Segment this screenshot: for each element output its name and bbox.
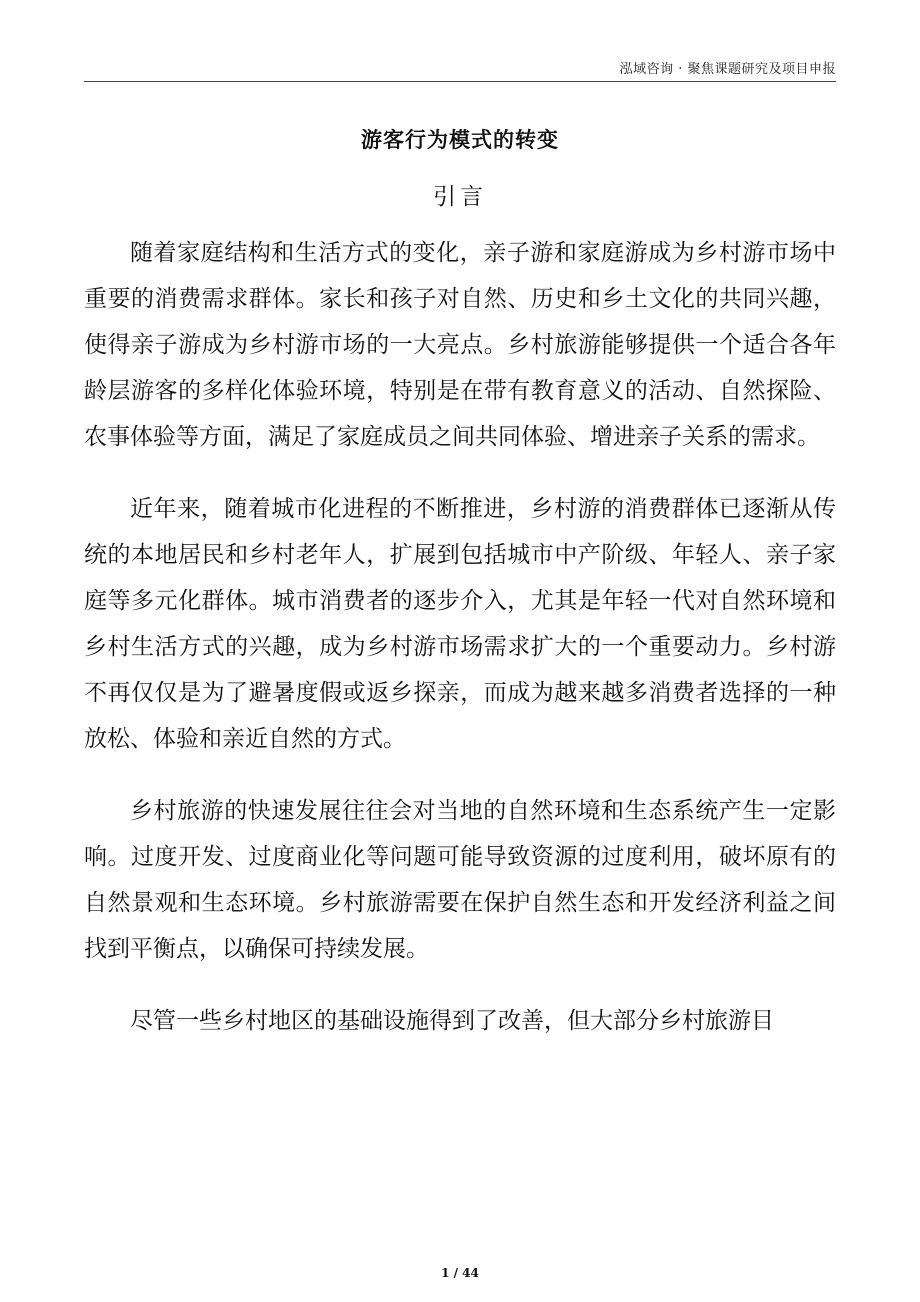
paragraph-4: 尽管一些乡村地区的基础设施得到了改善，但大部分乡村旅游目 [130,1008,774,1034]
header-divider [84,81,836,82]
document-body [84,230,836,1070]
document-title: 游客行为模式的转变 [361,128,559,152]
page-number: 1 / 44 [441,1266,479,1280]
paragraph-1: 随着家庭结构和生活方式的变化，亲子游和家庭游成为乡村游市场中重要的消费需求群体。家长和孩子对自然、历史和乡土文化的共同兴趣，使得亲子游成为乡村游市场的一大亮点。乡村旅游能够提供一个适合各年龄层游客的多样化体验环境，特别是在带有教育意义的活动、自然探险、农事体验等方面，满足了家庭成员之间共同体验、增进亲子关系的需求。 [84,240,836,450]
page-header: 泓域咨询 · 聚焦课题研究及项目申报 [619,62,836,77]
paragraph-2: 近年来，随着城市化进程的不断推进，乡村游的消费群体已逐渐从传统的本地居民和乡村老年人，扩展到包括城市中产阶级、年轻人、亲子家庭等多元化群体。城市消费者的逐步介入，尤其是年轻一代对自然环境和乡村生活方式的兴趣，成为乡村游市场需求扩大的一个重要动力。乡村游不再仅仅是为了避暑度假或返乡探亲，而成为越来越多消费者选择的一种放松、体验和亲近自然的方式。 [84,496,836,752]
section-heading: 引言 [433,184,487,210]
paragraph-3: 乡村旅游的快速发展往往会对当地的自然环境和生态系统产生一定影响。过度开发、过度商业化等问题可能导致资源的过度利用，破坏原有的自然景观和生态环境。乡村旅游需要在保护自然生态和开发经济利益之间找到平衡点，以确保可持续发展。 [84,798,836,962]
